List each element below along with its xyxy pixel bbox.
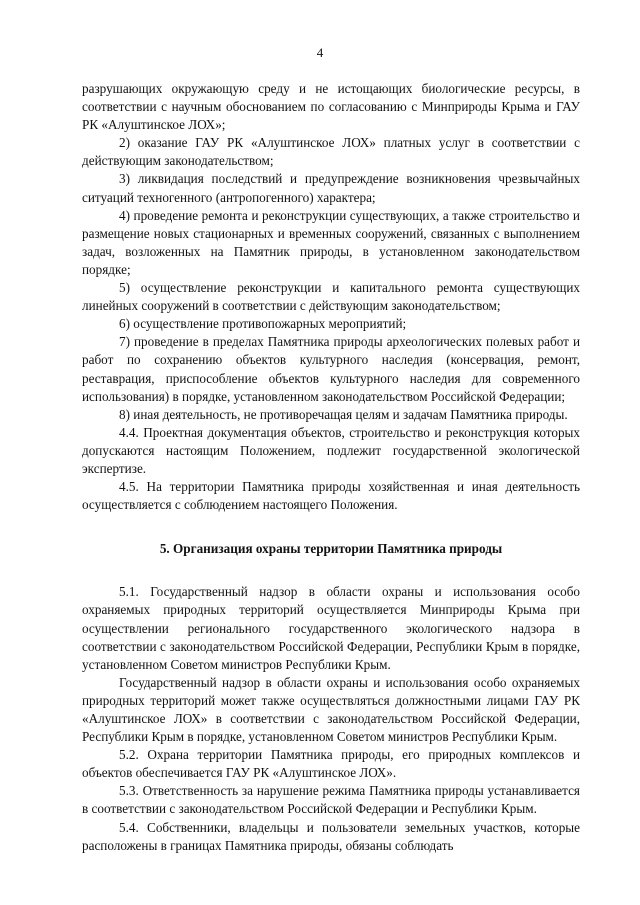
paragraph-continuation: разрушающих окружающую среду и не истощающих биологические ресурсы, в соответствии с научным обоснованием по согласованию с Минприроды Крыма и ГАУ РК «Алуштинское ЛОХ»; <box>82 81 580 133</box>
section-heading: 5. Организация охраны территории Памятника природы <box>159 541 503 557</box>
paragraph-item-4: 4) проведение ремонта и реконструкции существующих, а также строительство и размещение новых стационарных и временных сооружений, связанных с выполнением задач, возложенных на Памятник природы, в установленном законодательством порядке; <box>82 207 580 277</box>
paragraph-item-7: 7) проведение в пределах Памятника природы археологических полевых работ и работ по сохранению объектов культурного наследия (консервация, ремонт, реставрация, приспособление объектов культурного наследия для современного использования) в порядке, установленном законодательством Российской Федерации; <box>82 334 580 404</box>
paragraph-item-6: 6) осуществление противопожарных мероприятий; <box>119 316 407 332</box>
paragraph-item-8: 8) иная деятельность, не противоречащая целям и задачам Памятника природы. <box>119 406 568 422</box>
paragraph-item-5: 5) осуществление реконструкции и капитального ремонта существующих линейных сооружений в соответствии с действующим законодательством; <box>82 280 580 314</box>
paragraph-5-3: 5.3. Ответственность за нарушение режима Памятника природы устанавливается в соответствии с законодательством Российской Федерации и Республики Крым. <box>82 783 580 817</box>
paragraph-5-2: 5.2. Охрана территории Памятника природы, его природных комплексов и объектов обеспечивается ГАУ РК «Алуштинское ЛОХ». <box>82 747 580 781</box>
document-body <box>82 80 580 855</box>
paragraph-5-4: 5.4. Собственники, владельцы и пользователи земельных участков, которые расположены в границах Памятника природы, обязаны соблюдать <box>82 819 580 853</box>
paragraph-5-1-cont: Государственный надзор в области охраны и использования особо охраняемых природных территорий может также осуществляться должностными лицами ГАУ РК «Алуштинское ЛОХ» в соответствии с законодательством Российской Федерации, Республики Крым в порядке, установленном Советом министров Республики Крым. <box>82 674 580 745</box>
paragraph-item-3: 3) ликвидация последствий и предупреждение возникновения чрезвычайных ситуаций техногенного (антропогенного) характера; <box>82 171 580 205</box>
page-number: 4 <box>316 45 324 60</box>
paragraph-4-4: 4.4. Проектная документация объектов, строительство и реконструкция которых допускаются настоящим Положением, подлежит государственной экологической экспертизе. <box>82 424 580 476</box>
paragraph-item-2: 2) оказание ГАУ РК «Алуштинское ЛОХ» платных услуг в соответствии с действующим законодательством; <box>82 135 580 169</box>
paragraph-4-5: 4.5. На территории Памятника природы хозяйственная и иная деятельность осуществляется с соблюдением настоящего Положения. <box>82 479 580 513</box>
paragraph-5-1: 5.1. Государственный надзор в области охраны и использования особо охраняемых природных территорий осуществляется Минприроды Крыма при осуществлении регионального государственного экологического надзора в соответствии с законодательством Российской Федерации, Республики Крым в порядке, установленном Советом министров Республики Крым. <box>82 584 580 672</box>
